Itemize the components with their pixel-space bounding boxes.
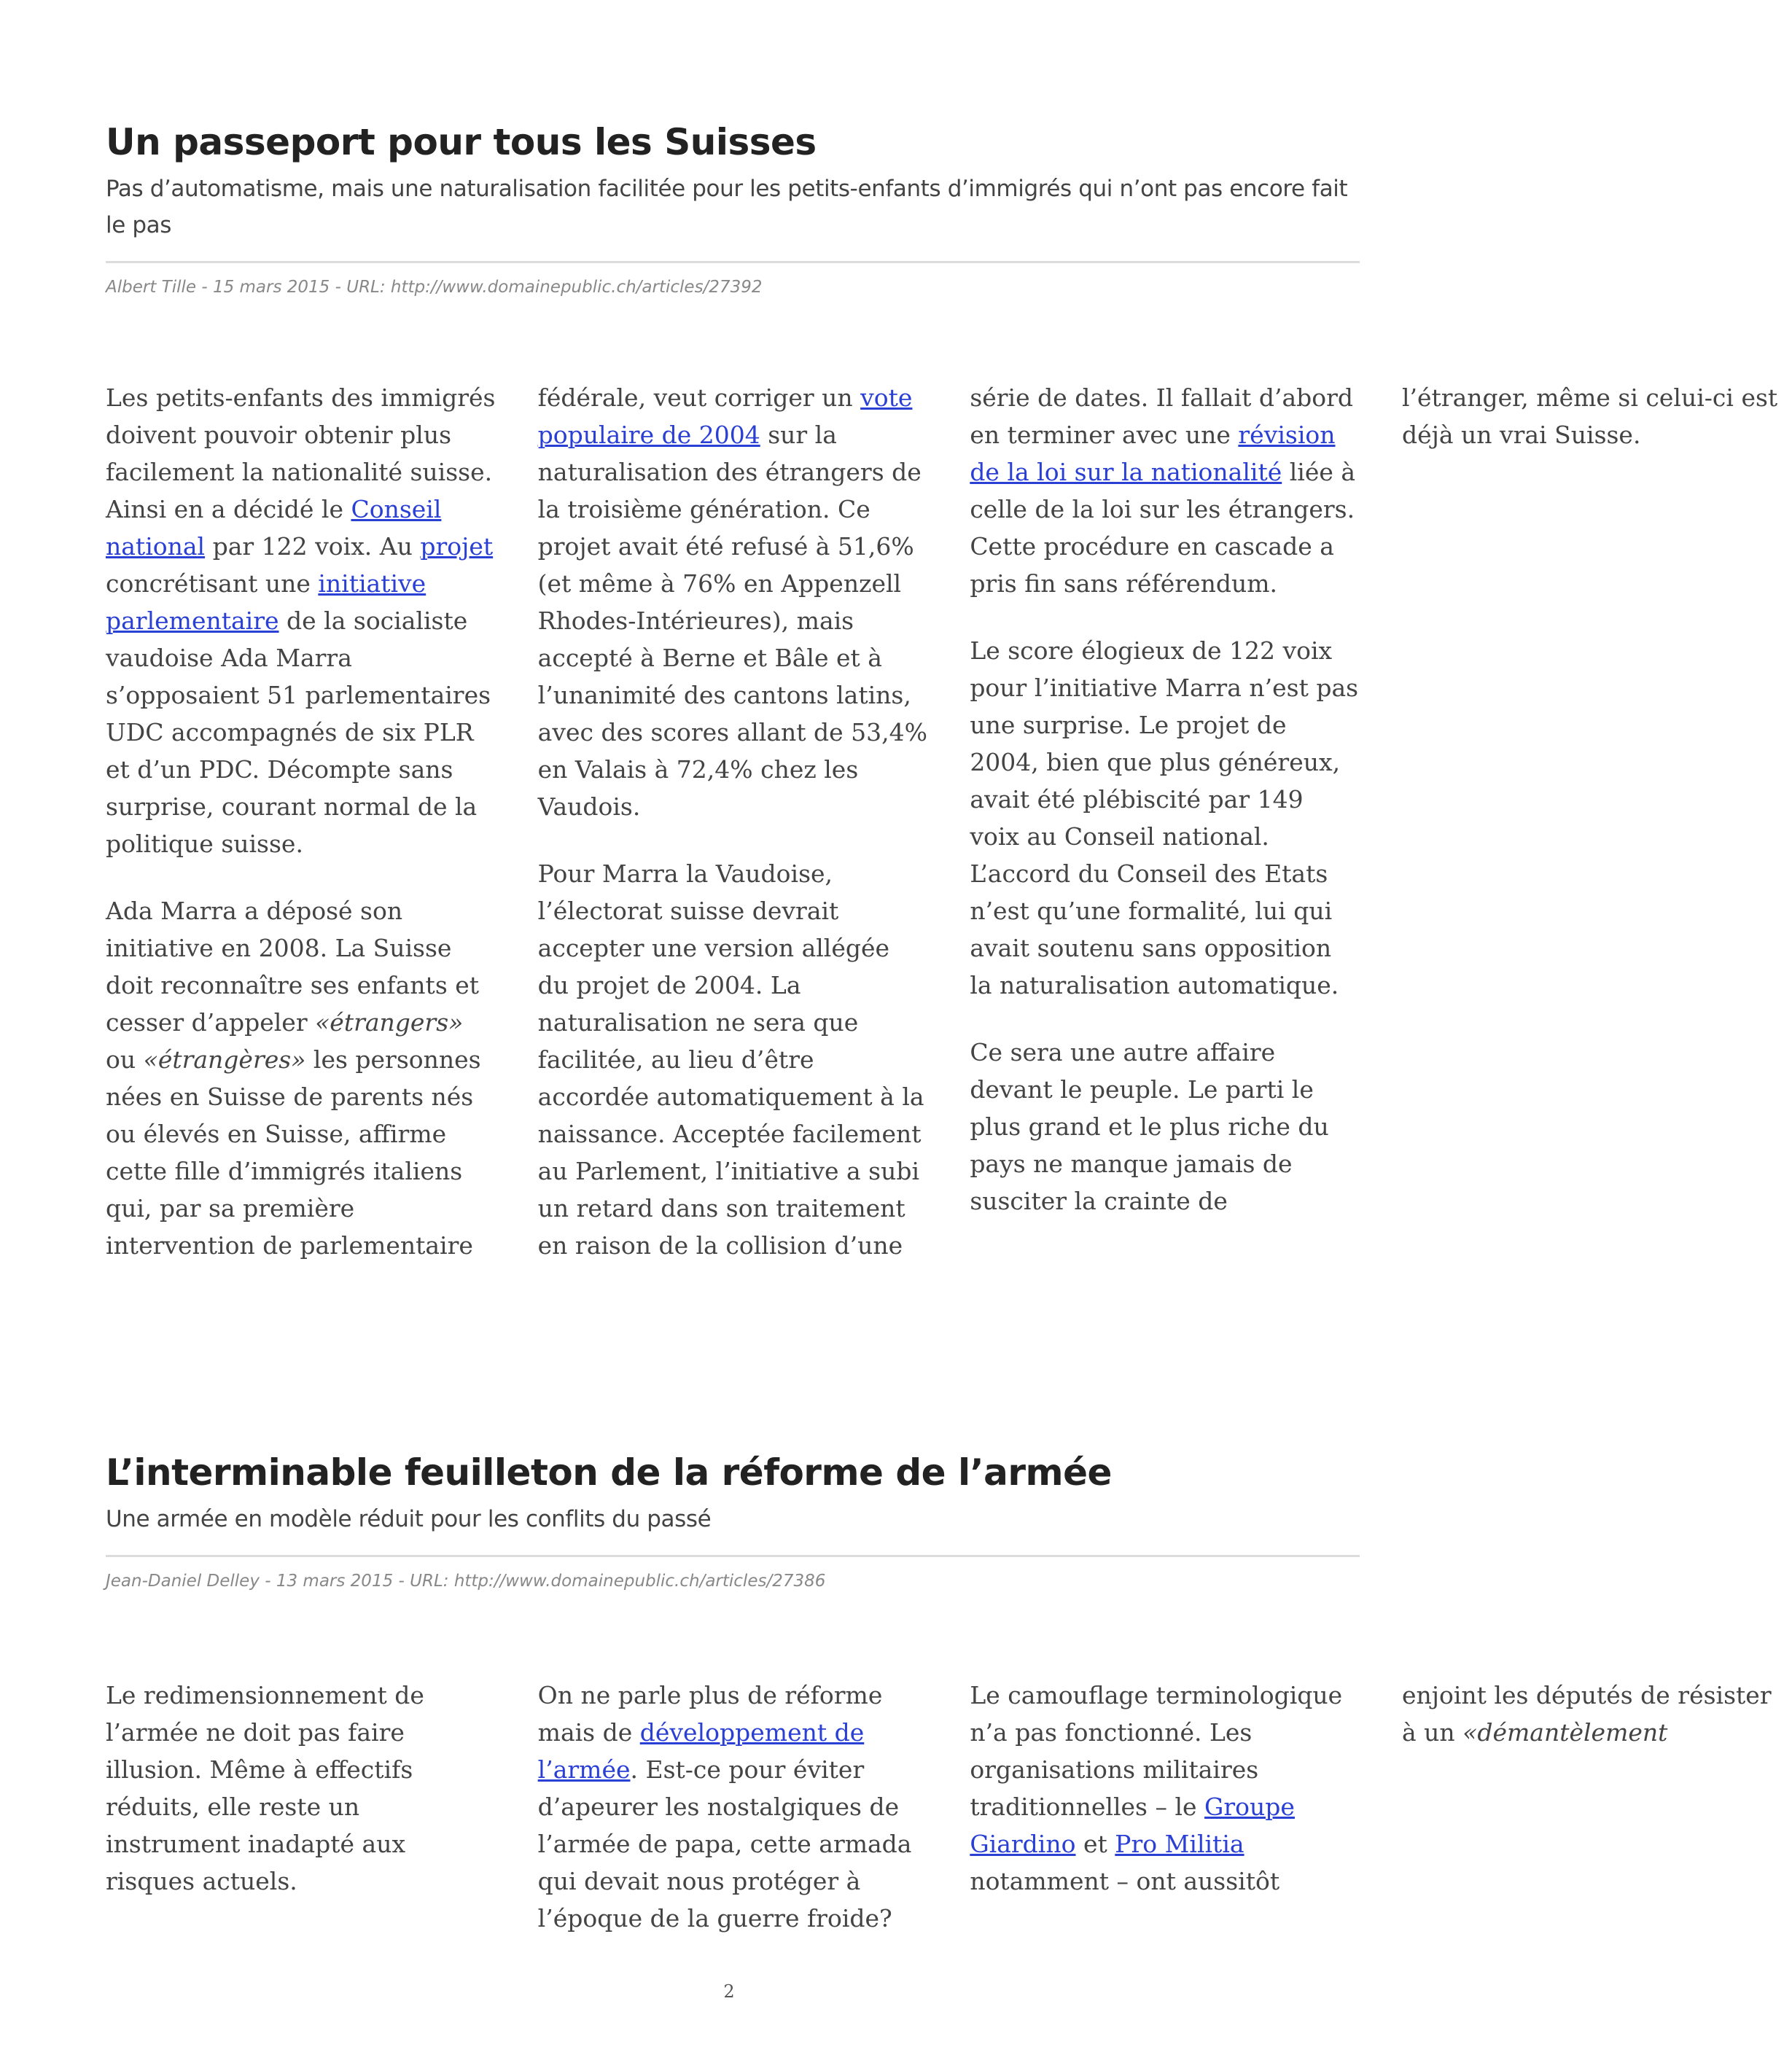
article-byline: Albert Tille - 15 mars 2015 - URL: http://www.domainepublic.ch/articles/27392: [106, 278, 763, 297]
article-byline: Jean-Daniel Delley - 13 mars 2015 - URL: http://www.domainepublic.ch/articles/27386: [106, 1572, 826, 1591]
article-subtitle: Une armée en modèle réduit pour les conflits du passé: [106, 1506, 712, 1532]
article-title: Un passeport pour tous les Suisses: [106, 121, 817, 163]
text-run: de la socialiste vaudoise Ada Marra s’opposaient 51 parlementaires UDC accompagnés de six PLR et d’un PDC. Décompte sans surprise, courant normal de la politique suisse.: [106, 607, 491, 858]
text-run: les personnes nées en Suisse de parents nés ou élevés en Suisse, affirme cette fille d’immigrés italiens qui, par sa première intervention de parlementaire fédérale, veut corriger un: [106, 383, 861, 1260]
page-number: 2: [723, 1981, 735, 2002]
text-run: Les petits-enfants des immigrés doivent pouvoir obtenir plus facilement la nationalité suisse. Ainsi en a décidé le: [106, 383, 496, 523]
link-groupe-giardino[interactable]: Groupe Giardino: [970, 1793, 1295, 1858]
text-run: On ne parle plus de réforme mais de: [537, 1681, 883, 1747]
text-run: par 122 voix. Au: [205, 532, 421, 561]
link-pro-militia[interactable]: Pro Militia: [1115, 1830, 1244, 1858]
link-conseil-national[interactable]: Conseil national: [106, 495, 442, 561]
emphasis: «étrangères»: [143, 1045, 306, 1074]
text-run: et: [1075, 1830, 1115, 1858]
link-vote-populaire-2004[interactable]: vote populaire de 2004: [537, 383, 913, 449]
text-run: Pour Marra la Vaudoise, l’électorat suisse devrait accepter une version allégée du projet de 2004. La naturalisation ne sera que facilitée, au lieu d’être accordée automatiquement à la naissance. Acceptée facilement au Parlement, l’initiative a subi un retard dans son traitement en raison de la collision d’une série de dates. Il fallait d’abord en terminer avec une: [537, 383, 1354, 1260]
emphasis: «démantèlement: [1462, 1718, 1668, 1747]
paragraph: [538, 1677, 1792, 1954]
text-run: liée à celle de la loi sur les étrangers. Cette procédure en cascade a pris fin sans référendum.: [970, 458, 1356, 598]
text-run: notamment – ont aussitôt enjoint les députés de résister à un: [970, 1681, 1772, 1895]
divider: [106, 1555, 1360, 1557]
text-run: ou: [106, 1045, 144, 1074]
text-run: Ada Marra a déposé son initiative en 2008. La Suisse doit reconnaître ses enfants et cesser d’appeler: [106, 897, 480, 1037]
paragraph: Le redimensionnement de l’armée ne doit pas faire illusion. Même à effectifs réduits, elle reste un instrument inadapté aux risques actuels.: [106, 1681, 424, 1895]
divider: [106, 261, 1360, 263]
article-title: L’interminable feuilleton de la réforme de l’armée: [106, 1451, 1112, 1494]
link-revision-loi-nationalite[interactable]: révision de la loi sur la nationalité: [970, 421, 1336, 486]
article-body-2: [106, 1677, 1772, 1954]
article-body-1: [106, 379, 1778, 1276]
article-subtitle: Pas d’automatisme, mais une naturalisation facilitée pour les petits-enfants d’immigrés qui n’ont pas encore fait le pas: [106, 176, 1348, 238]
paragraph: Le score élogieux de 122 voix pour l’initiative Marra n’est pas une surprise. Le projet de 2004, bien que plus généreux, avait été plébiscité par 149 voix au Conseil national. L’accord du Conseil des Etats n’est qu’une formalité, lui qui avait soutenu sans opposition la naturalisation automatique.: [970, 636, 1359, 999]
text-run: concrétisant une: [106, 569, 319, 598]
link-projet[interactable]: projet: [420, 532, 494, 561]
link-initiative-parlementaire[interactable]: initiative parlementaire: [106, 569, 426, 635]
text-run: sur la naturalisation des étrangers de la troisième génération. Ce projet avait été refusé à 51,6% (et même à 76% en Appenzell Rhodes-Intérieures), mais accepté à Berne et Bâle et à l’unanimité des cantons latins, avec des scores allant de 53,4% en Valais à 72,4% chez les Vaudois.: [537, 421, 928, 821]
link-developpement-armee[interactable]: développement de l’armée: [537, 1718, 865, 1784]
paragraph: [106, 379, 496, 862]
paragraph: Ce sera une autre affaire devant le peuple. Le parti le plus grand et le plus riche du pays ne manque jamais de susciter la crainte de l’étranger, même si celui-ci est déjà un vrai Suisse.: [970, 383, 1778, 1215]
article-header-2: [106, 1447, 1360, 1592]
text-run: . Est-ce pour éviter d’apeurer les nostalgiques de l’armée de papa, cette armada qui devait nous protéger à l’époque de la guerre froide? Le camouflage terminologique n’a pas fonctionné. Les organisations militaires traditionnelles – le: [537, 1681, 1343, 1933]
article-header-1: [106, 117, 1360, 298]
emphasis: «étrangers»: [315, 1008, 464, 1037]
